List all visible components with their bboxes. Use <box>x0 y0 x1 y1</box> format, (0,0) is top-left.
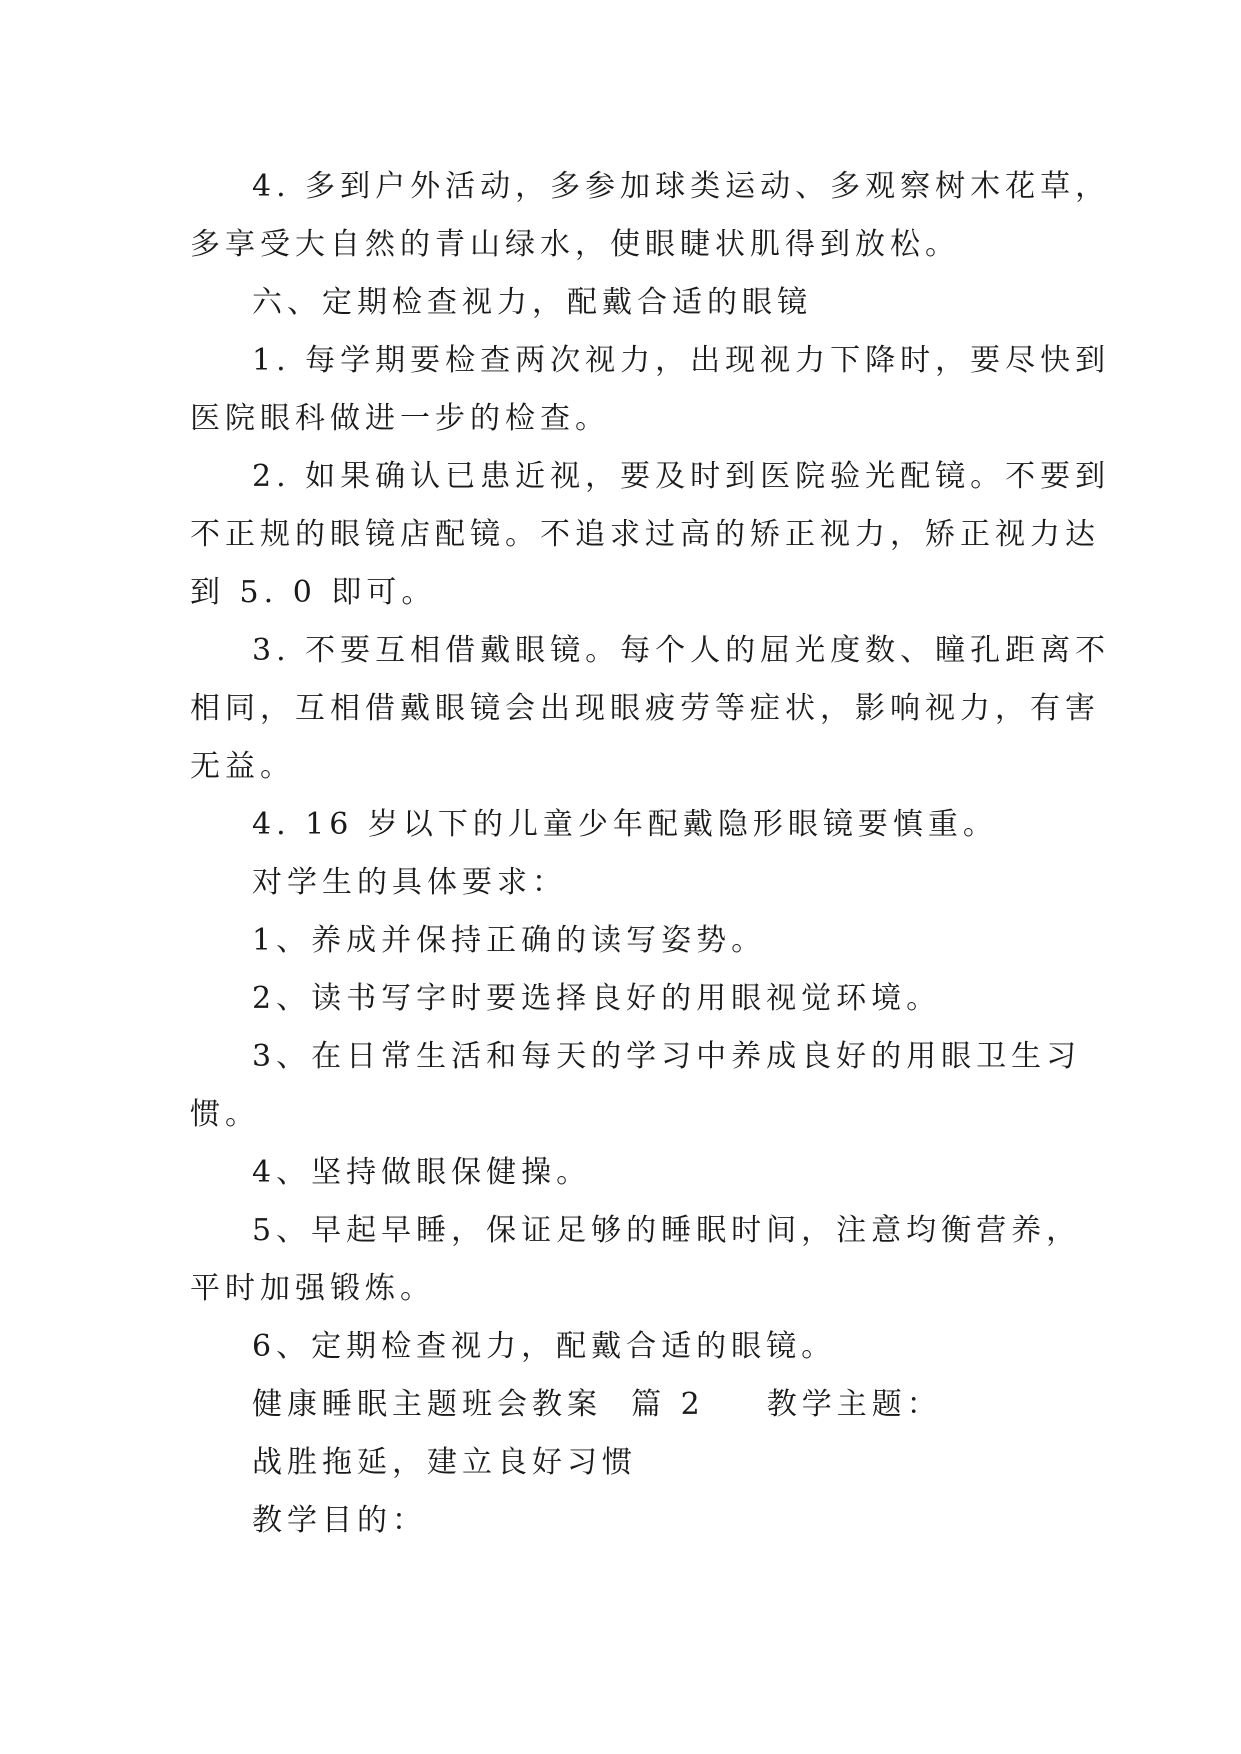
text-line: 战胜拖延，建立良好习惯 <box>252 1445 637 1480</box>
paragraph-confirm-myopia <box>190 448 1111 622</box>
text-line: 医院眼科做进一步的检查。 <box>190 401 610 436</box>
text-line: 平时加强锻炼。 <box>190 1271 435 1306</box>
text-line <box>190 1376 1052 1434</box>
text-line: 5、早起早睡，保证足够的睡眠时间，注意均衡营养， <box>252 1213 1082 1248</box>
text-line: 无益。 <box>190 749 295 784</box>
text-line: 六、定期检查视力，配戴合适的眼镜 <box>252 285 812 320</box>
list-item-posture <box>190 912 1052 970</box>
list-item-hygiene-habits <box>190 1028 1082 1144</box>
text-line: 不正规的眼镜店配镜。不追求过高的矫正视力，矫正视力达 <box>190 517 1100 552</box>
text-line: 3、在日常生活和每天的学习中养成良好的用眼卫生习 <box>252 1039 1082 1074</box>
paragraph-outdoor-activity <box>190 158 1111 274</box>
list-item-sleep-early <box>190 1202 1082 1318</box>
text-line: 多享受大自然的青山绿水，使眼睫状肌得到放松。 <box>190 227 960 262</box>
list-item-environment <box>190 970 1052 1028</box>
section-heading-six <box>190 274 1052 332</box>
paragraph-student-requirements <box>190 854 1052 912</box>
text-line: 相同，互相借戴眼镜会出现眼疲劳等症状，影响视力，有害 <box>190 691 1100 726</box>
paragraph-teaching-goal <box>190 1492 1052 1550</box>
text-line: 3. 不要互相借戴眼镜。每个人的屈光度数、瞳孔距离不 <box>252 633 1111 668</box>
text-line: 4、坚持做眼保健操。 <box>252 1155 592 1190</box>
paragraph-topic <box>190 1434 1052 1492</box>
list-item-regular-check <box>190 1318 1052 1376</box>
list-item-eye-exercises <box>190 1144 1052 1202</box>
text-line: 4. 多到户外活动，多参加球类运动、多观察树木花草， <box>252 169 1111 204</box>
text-line: 6、定期检查视力，配戴合适的眼镜。 <box>252 1329 837 1364</box>
lesson-plan-title: 健康睡眠主题班会教案 篇 2 <box>252 1387 705 1422</box>
text-line: 4. 16 岁以下的儿童少年配戴隐形眼镜要慎重。 <box>252 807 998 842</box>
paragraph-no-sharing-glasses <box>190 622 1111 796</box>
document-body <box>190 158 1111 1550</box>
text-line: 到 5. 0 即可。 <box>190 575 437 610</box>
text-line: 1、养成并保持正确的读写姿势。 <box>252 923 767 958</box>
text-line: 2. 如果确认已患近视，要及时到医院验光配镜。不要到 <box>252 459 1111 494</box>
paragraph-check-twice <box>190 332 1111 448</box>
paragraph-contact-lenses <box>190 796 1052 854</box>
text-line: 惯。 <box>190 1097 260 1132</box>
section-heading-lesson-plan <box>190 1376 1052 1434</box>
lesson-topic-label: 教学主题： <box>766 1387 942 1422</box>
text-line: 教学目的： <box>252 1503 427 1538</box>
text-line: 对学生的具体要求： <box>252 865 567 900</box>
text-line: 2、读书写字时要选择良好的用眼视觉环境。 <box>252 981 942 1016</box>
text-line: 1. 每学期要检查两次视力，出现视力下降时，要尽快到 <box>252 343 1111 378</box>
